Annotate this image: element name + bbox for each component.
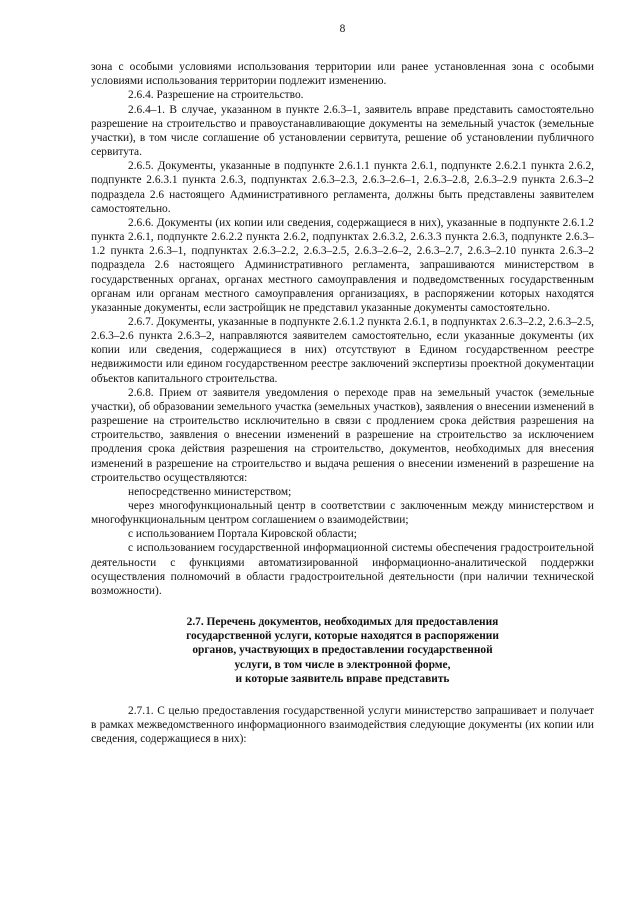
list-item-mfc: через многофункциональный центр в соответствии с заключенным между министерством и многофункциональным центром соглашением о взаимодействии;: [91, 500, 594, 527]
paragraph-zone-continuation: зона с особыми условиями использования территории или ранее установленная зона с особыми условиями использования территории подлежит изменению.: [91, 61, 594, 88]
list-item-ministry: непосредственно министерством;: [128, 485, 292, 498]
section-heading-line: государственной услуги, которые находятся в распоряжении: [186, 630, 499, 643]
section-heading-line: органов, участвующих в предоставлении государственной: [192, 644, 493, 657]
page-number: 8: [339, 23, 346, 35]
section-heading-line: услуги, в том числе в электронной форме,: [234, 658, 451, 671]
list-item-portal: с использованием Портала Кировской области;: [128, 528, 357, 541]
body-text: [91, 60, 594, 598]
paragraph-2-6-4-1: 2.6.4–1. В случае, указанном в пункте 2.6.3–1, заявитель вправе представить самостоятельно разрешение на строительство и правоустанавливающие документы на земельный участок (земельные участки), в том числе соглашение об установлении сервитута, решение об установлении публичного сервитута.: [91, 103, 594, 159]
section-heading-line: 2.7. Перечень документов, необходимых для предоставления: [186, 616, 499, 629]
paragraph-2-6-6: 2.6.6. Документы (их копии или сведения, содержащиеся в них), указанные в подпункте 2.6.1.2 пункта 2.6.1, подпункте 2.6.2.2 пункта 2.6.2, подпунктах 2.6.3.2, 2.6.3.3 пункта 2.6.3, подпункте 2.6.3–1.2 пункта 2.6.3–1, подпунктах 2.6.3–2.2, 2.6.3–2.5, 2.6.3–2.6–2, 2.6.3–2.7, 2.6.3–2.10 пункта 2.6.3–2 подраздела 2.6 настоящего Административного регламента, запрашиваются министерством в государственных органах, органах местного самоуправления и подведомственных государственным органам или органам местного самоуправления организациях, в распоряжении которых находятся указанные документы, если застройщик не представил указанные документы самостоятельно.: [91, 216, 594, 314]
section-heading-2-7: [91, 615, 594, 686]
paragraph-2-6-5: 2.6.5. Документы, указанные в подпункте 2.6.1.1 пункта 2.6.1, подпункте 2.6.2.1 пункта 2.6.2, подпункте 2.6.3.1 пункта 2.6.3, подпунктах 2.6.3–2.3, 2.6.3–2.6–1, 2.6.3–2.8, 2.6.3–2.9 пункта 2.6.3–2 подраздела 2.6 настоящего Административного регламента, должны быть представлены заявителем самостоятельно.: [91, 160, 594, 215]
paragraph-2-6-8: 2.6.8. Прием от заявителя уведомления о переходе прав на земельный участок (земельные участки), об образовании земельного участка (земельных участков), заявления о внесении изменений в разрешение на строительство исключительно в связи с продлением срока действия разрешения на строительство, заявления о внесении изменений в разрешение на строительство за исключением продления срока действия разрешения на строительство, документов, необходимых для внесения изменений в разрешение на строительство и выдача решения о внесении изменений в разрешение на строительство осуществляются:: [91, 386, 594, 484]
paragraph-2-6-4: 2.6.4. Разрешение на строительство.: [128, 89, 304, 102]
paragraph-2-6-7: 2.6.7. Документы, указанные в подпункте 2.6.1.2 пункта 2.6.1, в подпунктах 2.6.3–2.2, 2.6.3–2.5, 2.6.3–2.6 пункта 2.6.3–2, направляются заявителем самостоятельно, если указанные документы (их копии или сведения, содержащиеся в них) отсутствуют в Едином государственном реестре недвижимости или едином государственном реестре заключений экспертизы проектной документации объектов капитального строительства.: [91, 315, 594, 385]
section-heading-line: и которые заявитель вправе представить: [235, 672, 450, 685]
list-item-gis: с использованием государственной информационной системы обеспечения градостроительной деятельности с функциями автоматизированной информационно-аналитической поддержки осуществления полномочий в области градостроительной деятельности (при наличии технической возможности).: [91, 542, 594, 597]
paragraph-2-7-1: 2.7.1. С целью предоставления государственной услуги министерство запрашивает и получает в рамках межведомственного информационного взаимодействия следующие документы (их копии или сведения, содержащиеся в них):: [91, 704, 594, 746]
